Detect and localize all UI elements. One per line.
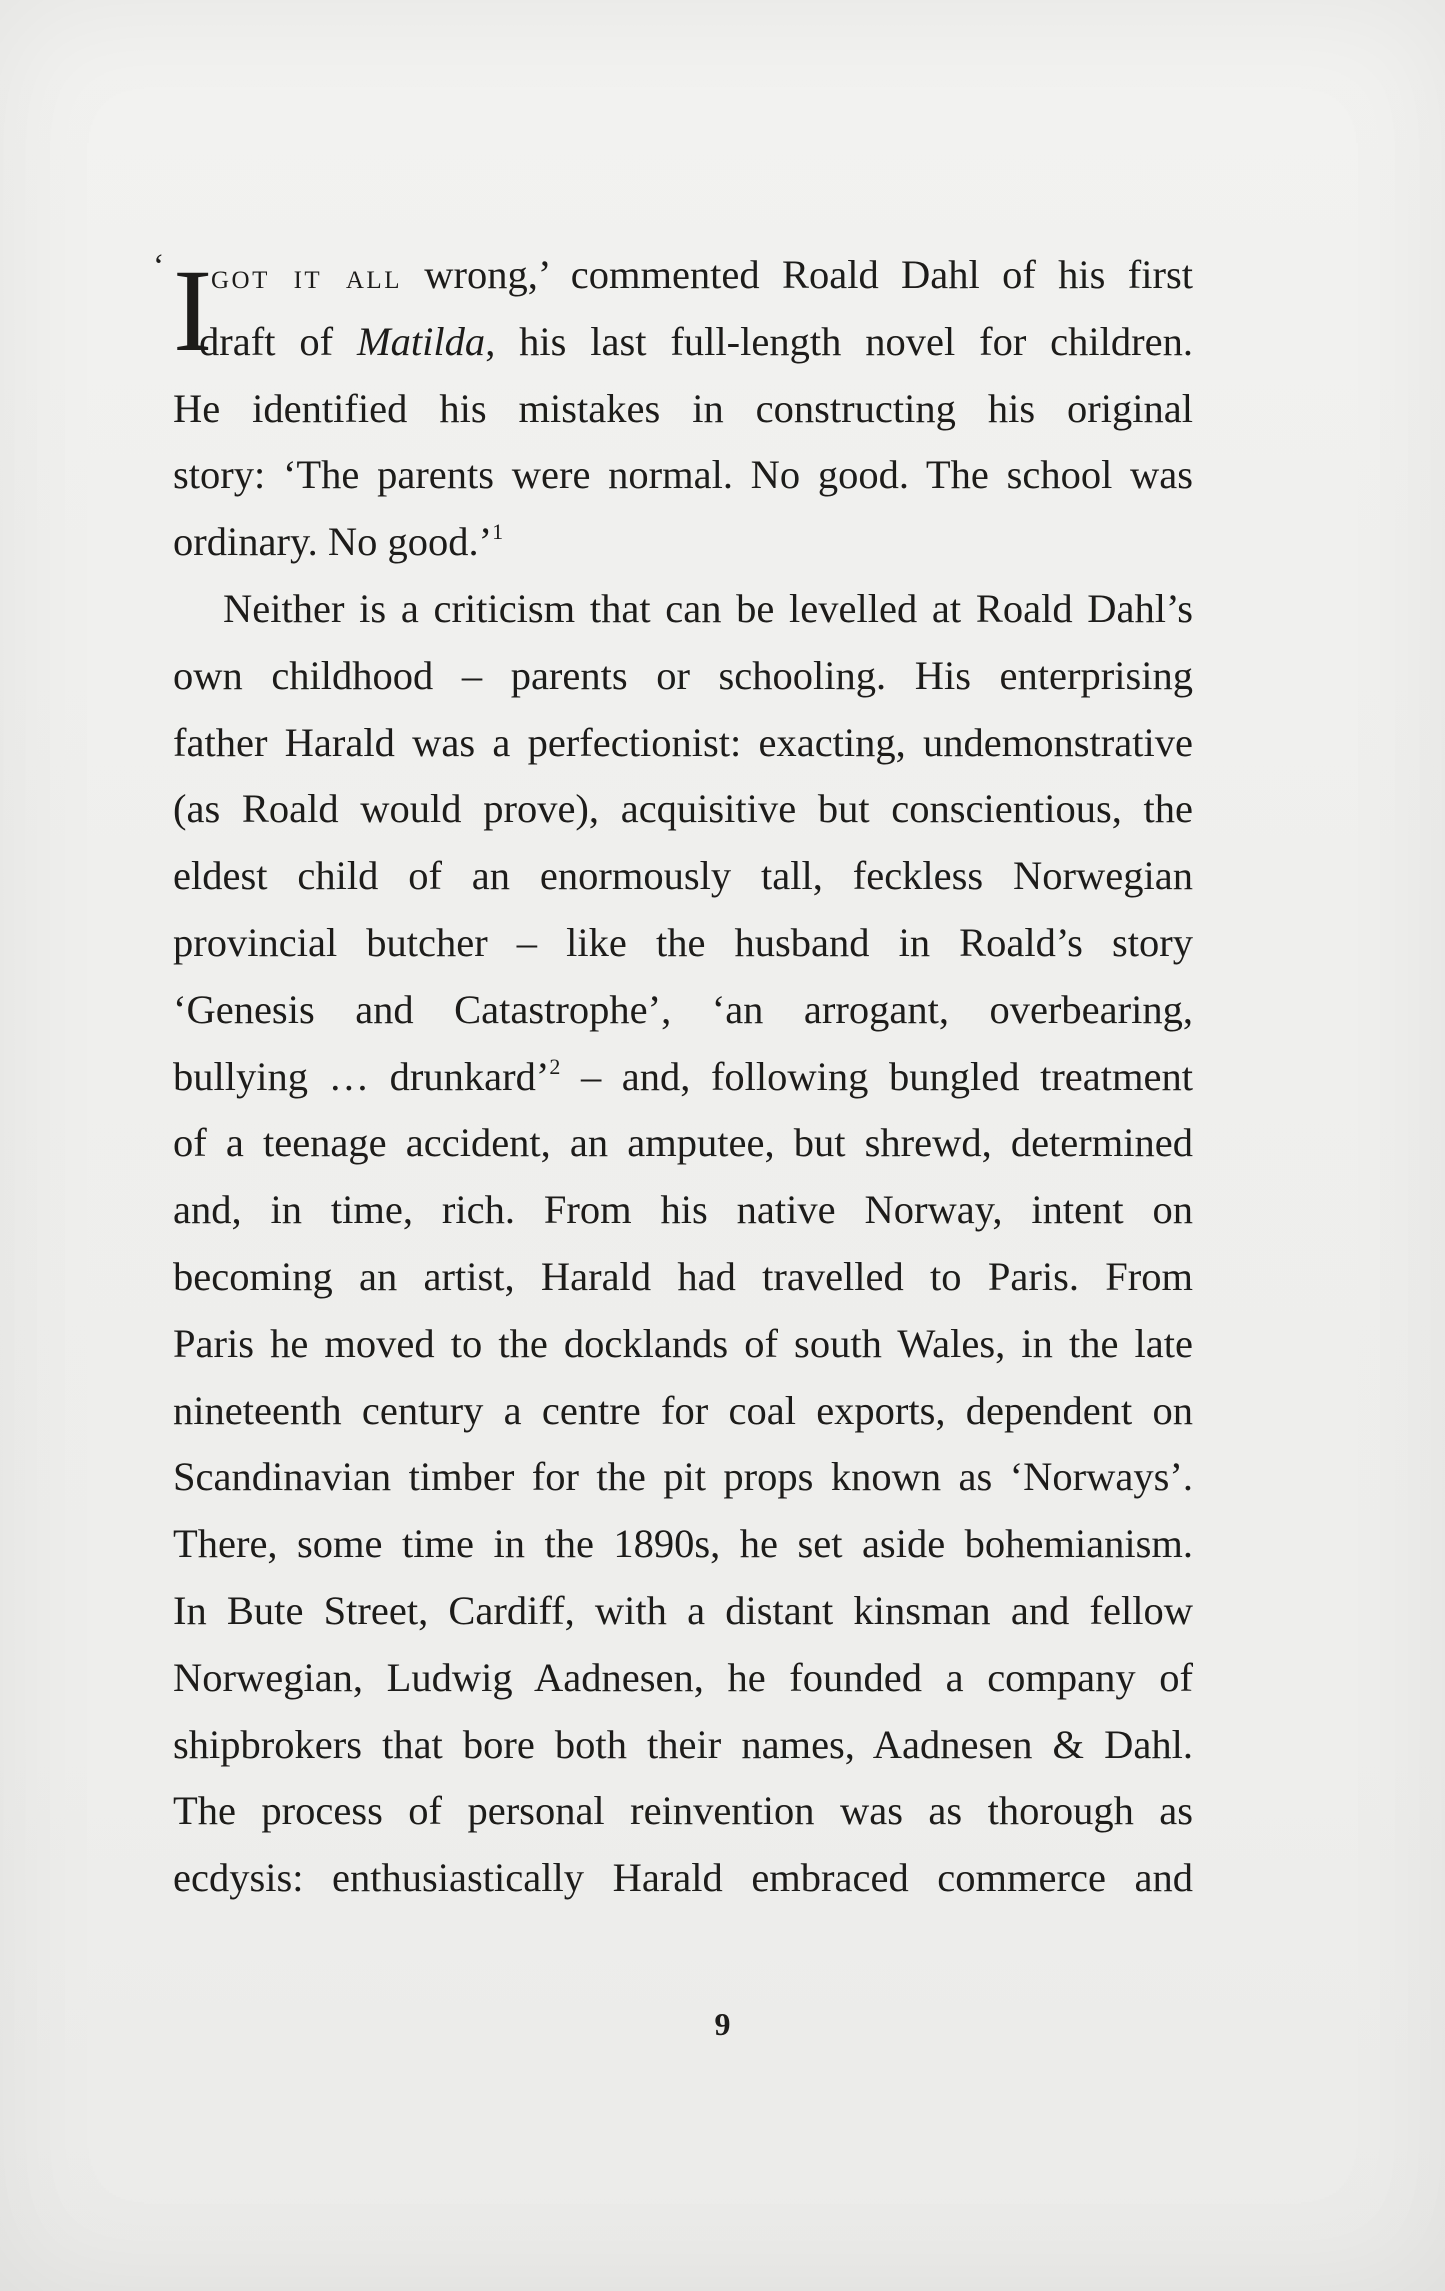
text-line-11: provincial butcher – like the husband in Roald’s story bbox=[173, 919, 1193, 965]
text-line-17: Paris he moved to the docklands of south Wales, in the late bbox=[173, 1320, 1193, 1366]
text-line-10: eldest child of an enormously tall, feckless Norwegian bbox=[173, 853, 1193, 899]
text-line-8: father Harald was a perfectionist: exacting, undemonstrative bbox=[173, 719, 1193, 765]
bleed-through-header bbox=[500, 155, 514, 189]
text-line-24: The process of personal reinvention was as thorough as bbox=[173, 1788, 1193, 1834]
text-line-9: (as Roald would prove), acquisitive but conscientious, the bbox=[173, 786, 1193, 832]
text-line-4: story: ‘The parents were normal. No good. The school was bbox=[173, 452, 1193, 498]
text-line-13 bbox=[173, 1044, 1193, 1111]
line-text: draft of bbox=[199, 318, 357, 364]
line-text: wrong,’ commented Roald Dahl of his first bbox=[401, 252, 1193, 297]
text-line-5 bbox=[173, 509, 1193, 576]
text-line-22: Norwegian, Ludwig Aadnesen, he founded a company of bbox=[173, 1654, 1193, 1700]
text-line-2 bbox=[173, 309, 1193, 376]
body-text bbox=[153, 242, 1193, 1912]
text-line-23: shipbrokers that bore both their names, Aadnesen & Dahl. bbox=[173, 1721, 1193, 1767]
text-line-7: own childhood – parents or schooling. His enterprising bbox=[173, 652, 1193, 698]
footnote-marker-1: 1 bbox=[492, 519, 504, 545]
page-number: 9 bbox=[714, 2006, 731, 2042]
book-title-matilda: Matilda bbox=[356, 318, 486, 364]
text-line-3: He identified his mistakes in constructing his original bbox=[173, 385, 1193, 431]
line-text: , his last full-length novel for children. bbox=[485, 318, 1193, 364]
text-line-20: There, some time in the 1890s, he set aside bohemianism. bbox=[173, 1521, 1193, 1567]
text-line-15: and, in time, rich. From his native Norway, intent on bbox=[173, 1187, 1193, 1233]
opening-quote: ‘ bbox=[153, 248, 165, 285]
line-text: ordinary. No good.’ bbox=[173, 519, 493, 565]
text-line-21: In Bute Street, Cardiff, with a distant kinsman and fellow bbox=[173, 1587, 1193, 1633]
text-line-12: ‘Genesis and Catastrophe’, ‘an arrogant, overbearing, bbox=[173, 986, 1193, 1032]
line-text: – and, following bungled treatment bbox=[560, 1053, 1193, 1099]
text-line-18: nineteenth century a centre for coal exports, dependent on bbox=[173, 1387, 1193, 1433]
footnote-marker-2: 2 bbox=[549, 1053, 561, 1079]
drop-cap: I bbox=[173, 245, 213, 376]
opening-small-caps: got it all bbox=[211, 256, 402, 296]
text-line-25: ecdysis: enthusiastically Harald embraced commerce and bbox=[173, 1855, 1193, 1901]
text-line-19: Scandinavian timber for the pit props known as ‘Norways’. bbox=[173, 1454, 1193, 1500]
text-line-16: becoming an artist, Harald had travelled to Paris. From bbox=[173, 1253, 1193, 1299]
line-text: bullying … drunkard’ bbox=[173, 1053, 550, 1099]
text-line-14: of a teenage accident, an amputee, but shrewd, determined bbox=[173, 1120, 1193, 1166]
text-line-6: Neither is a criticism that can be levelled at Roald Dahl’s bbox=[223, 585, 1193, 631]
